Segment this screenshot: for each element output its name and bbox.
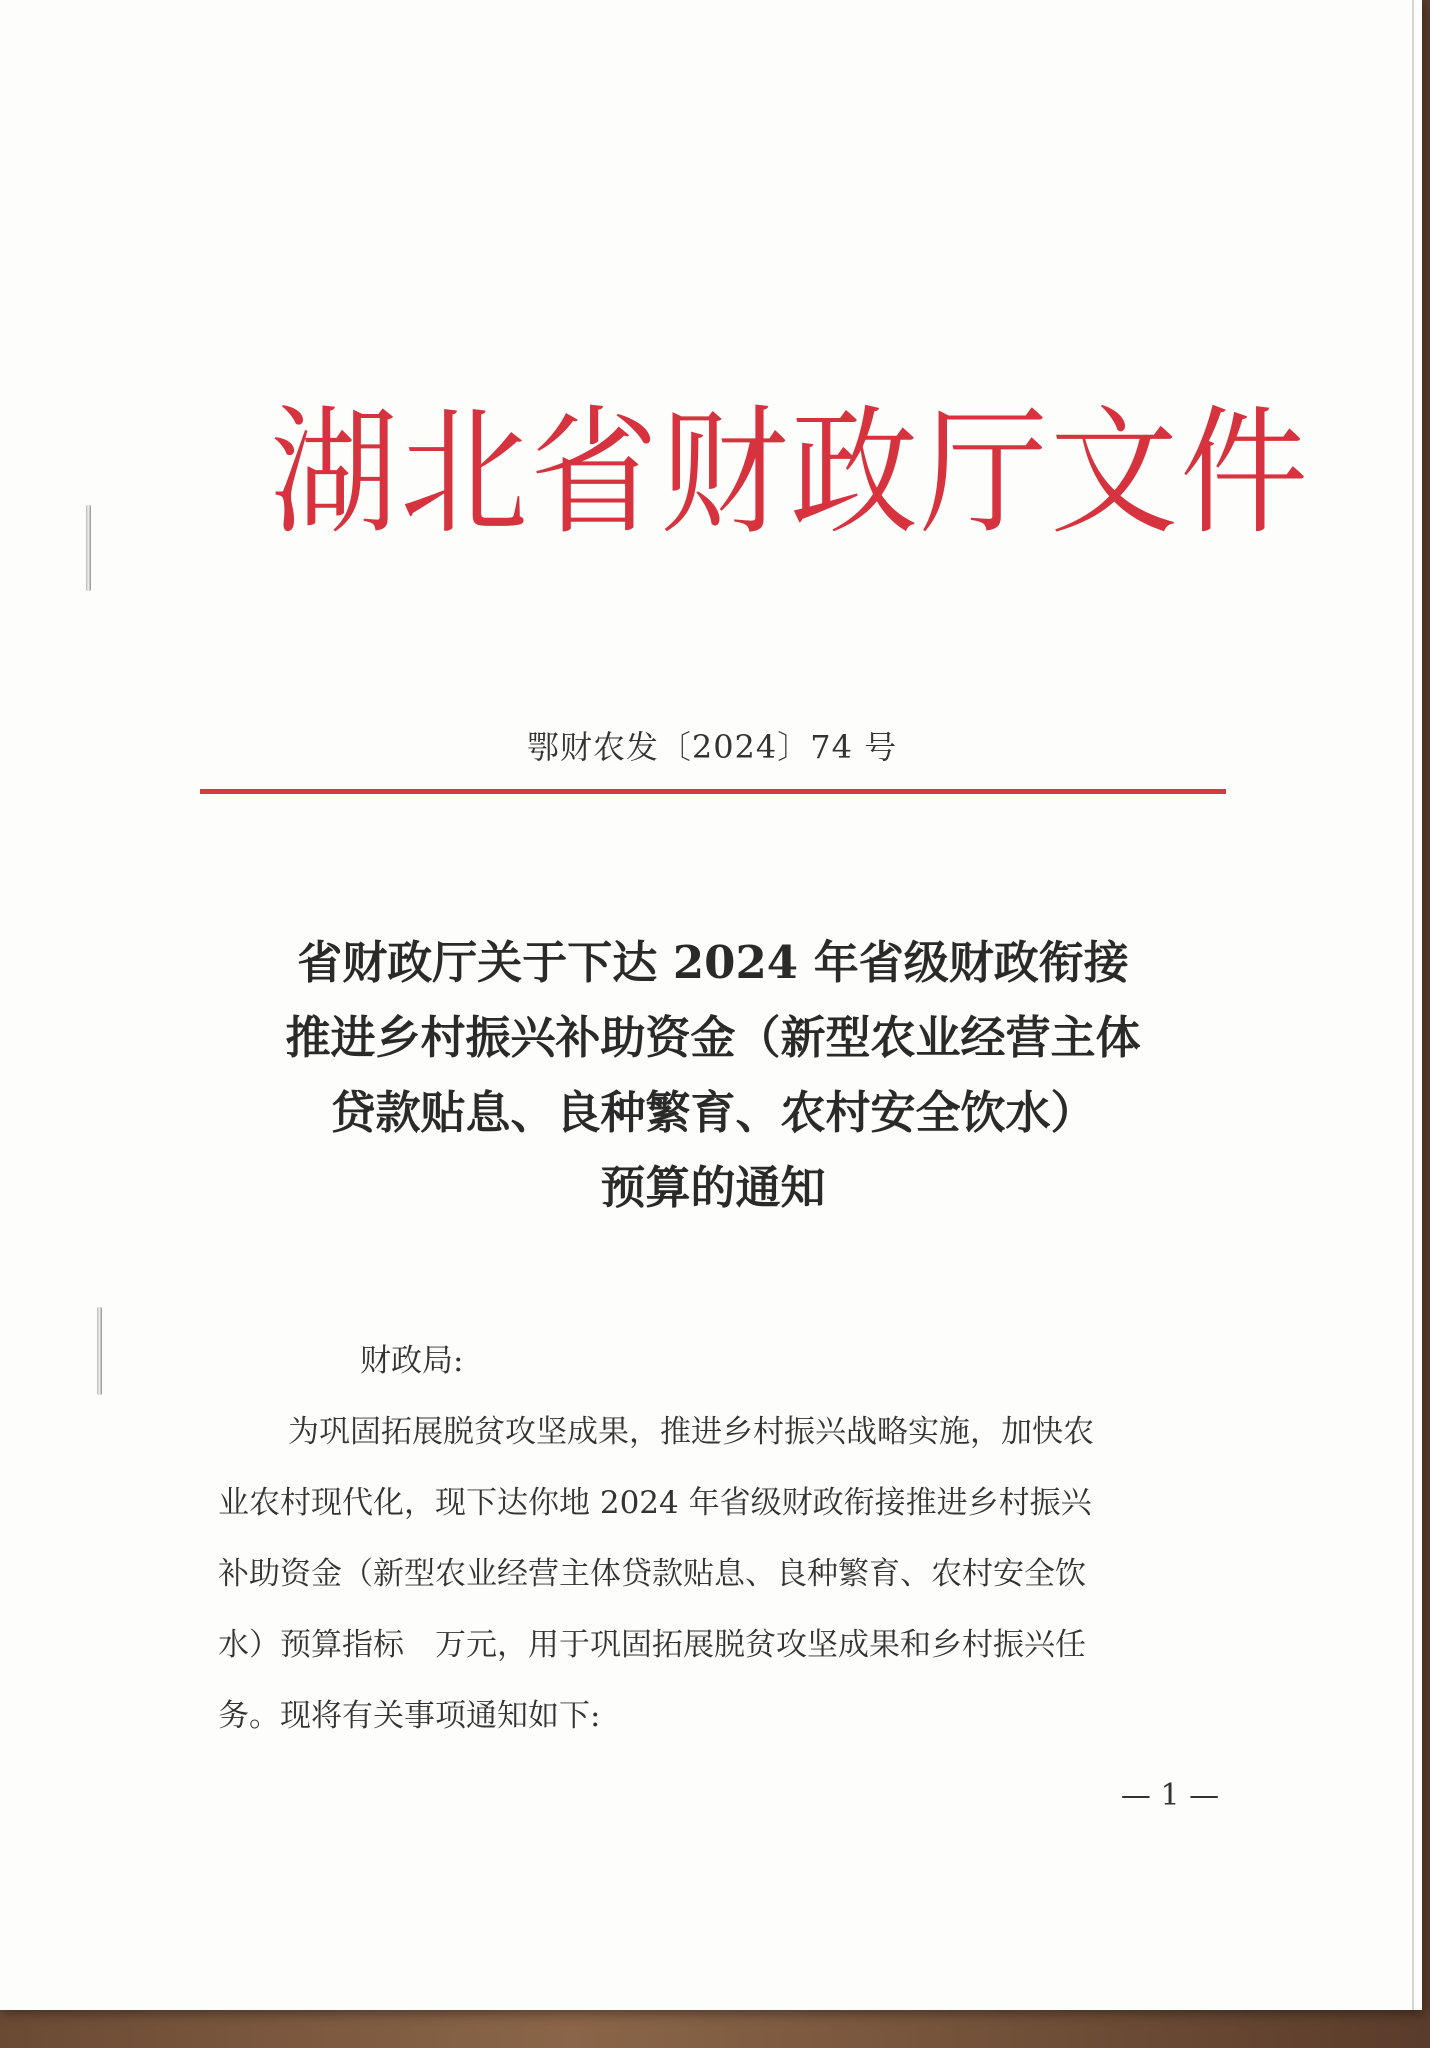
body-line: 业农村现代化，现下达你地 2024 年省级财政衔接推进乡村振兴 <box>218 1485 1092 1521</box>
red-divider <box>200 789 1226 794</box>
body-text <box>218 1326 1218 1752</box>
heading-line: 贷款贴息、良种繁育、农村安全饮水） <box>330 1086 1096 1139</box>
body-line: 补助资金（新型农业经营主体贷款贴息、良种繁育、农村安全饮 <box>218 1556 1086 1592</box>
staple-bottom <box>97 1307 102 1395</box>
document-number: 鄂财农发〔2024〕74 号 <box>526 728 898 766</box>
heading-line: 推进乡村振兴补助资金（新型农业经营主体 <box>285 1011 1141 1064</box>
heading-line: 省财政厅关于下达 2024 年省级财政衔接 <box>297 936 1129 989</box>
staple-top <box>86 505 91 591</box>
body-line: 水）预算指标 万元，用于巩固拓展脱贫攻坚成果和乡村振兴任 <box>218 1627 1086 1663</box>
body-line: 务。现将有关事项通知如下: <box>218 1698 601 1734</box>
document-heading <box>200 925 1226 1225</box>
page-number: — 1 — <box>1120 1778 1220 1813</box>
heading-line: 预算的通知 <box>600 1161 826 1214</box>
salutation: 财政局: <box>360 1343 464 1379</box>
header-title: 湖北省财政厅文件 <box>270 393 1311 554</box>
page-edge <box>1412 0 1414 2010</box>
body-line: 为巩固拓展脱贫攻坚成果，推进乡村振兴战略实施，加快农 <box>288 1414 1094 1450</box>
